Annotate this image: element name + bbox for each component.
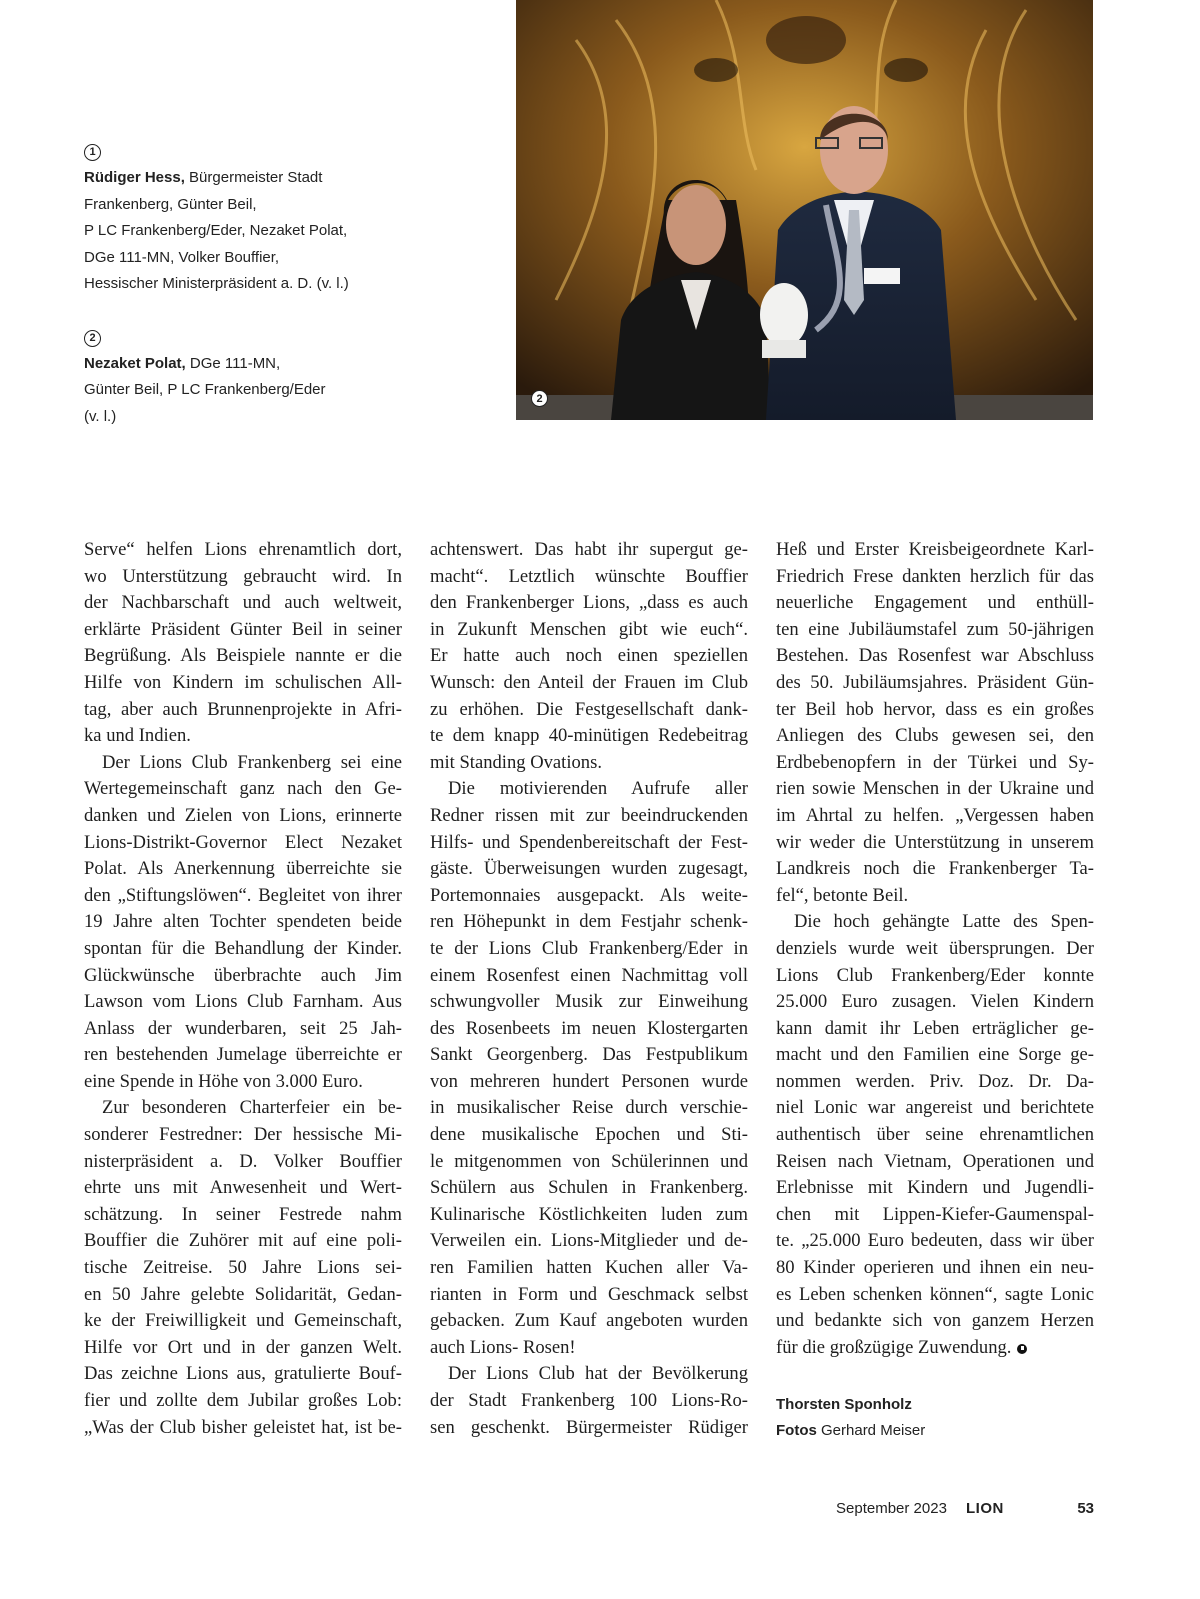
article-line-text: en 50 Jahre gelebte Solidarität, Gedan-: [84, 1283, 402, 1305]
article-line-text: 19 Jahre alten Tochter spendeten beide: [84, 911, 402, 933]
caption-text: Hessischer Ministerpräsident a. D. (v. l.): [84, 275, 349, 292]
article-line: [430, 643, 748, 670]
article-line: [430, 936, 748, 963]
article-line-text: Die hoch gehängte Latte des Spen-: [794, 911, 1094, 933]
article-line: [776, 1255, 1094, 1282]
article-line-text: Lawson vom Lions Club Farnham. Aus: [84, 991, 402, 1013]
article-line-text: einem Rosenfest einen Nachmittag voll: [430, 964, 748, 986]
article-line: [776, 1202, 1094, 1229]
article-line: [430, 1388, 748, 1415]
article-photo: [516, 0, 1093, 420]
article-line: [430, 750, 748, 777]
article-line-text: zu erhöhen. Die Festgesellschaft dank-: [430, 698, 748, 720]
caption-number-badge: 1: [84, 144, 101, 161]
article-line-text: sen geschenkt. Bürgermeister Rüdiger: [430, 1416, 748, 1438]
article-line-text: kann damit ihr Leben erträglicher ge-: [776, 1017, 1094, 1039]
article-line-text: te. „25.000 Euro bedeuten, dass wir über: [776, 1230, 1094, 1252]
article-line: [84, 1149, 402, 1176]
article-line-text: ehrte uns mit Anwesenheit und Wert-: [84, 1177, 402, 1199]
lion-end-mark-icon: [1017, 1344, 1027, 1354]
article-line: [776, 697, 1094, 724]
article-line-text: es Leben schenken können“, sagte Lonic: [776, 1283, 1094, 1305]
caption-line: [84, 192, 384, 219]
article-line: [430, 1122, 748, 1149]
article-line-text: schätzung. In seiner Festrede nahm: [84, 1203, 402, 1225]
article-line: [84, 856, 402, 883]
article-line: [776, 1042, 1094, 1069]
caption-text: P LC Frankenberg/Eder, Nezaket Polat,: [84, 222, 348, 239]
article-line: [84, 750, 402, 777]
article-line: [430, 1202, 748, 1229]
article-line-text: Wertegemeinschaft ganz nach den Ge-: [84, 778, 402, 800]
article-line: [776, 670, 1094, 697]
article-line: [776, 776, 1094, 803]
article-column-1: [84, 537, 402, 1441]
article-line: [430, 697, 748, 724]
caption-line: [84, 404, 384, 431]
photo-captions: [84, 138, 384, 456]
article-line: [84, 883, 402, 910]
article-line: [84, 1335, 402, 1362]
article-line-text: Lions Club Frankenberg/Eder konnte: [776, 964, 1094, 986]
caption-text: Frankenberg, Günter Beil,: [84, 195, 257, 213]
article-line-text: Lions-Distrikt-Governor Elect Nezaket: [84, 831, 402, 853]
article-column-3: [776, 537, 1094, 1361]
article-line-text: in musikalischer Reise durch verschie-: [430, 1097, 748, 1119]
article-line-text: Wunsch: den Anteil der Frauen im Club: [430, 671, 748, 693]
caption-line: [84, 377, 384, 404]
article-line: [84, 670, 402, 697]
article-line-text: Polat. Als Anerkennung überreichte sie: [84, 858, 402, 880]
article-line: [776, 936, 1094, 963]
article-line: [430, 830, 748, 857]
article-line-text: le mitgenommen von Schülerinnen und: [430, 1150, 748, 1172]
article-line-text: Das zeichne Lions aus, gratulierte Bouf-: [84, 1363, 402, 1385]
article-line-text: und bedankte sich von ganzem Herzen: [776, 1310, 1094, 1332]
article-line-text: macht und den Familien eine Sorge ge-: [776, 1044, 1094, 1066]
caption-number-badge: 2: [84, 330, 101, 347]
caption-2: [84, 324, 384, 431]
article-line-text: Zur besonderen Charterfeier ein be-: [102, 1097, 402, 1119]
article-line-text: denziels wurde weit übersprungen. Der: [776, 937, 1094, 959]
article-line-text: danken und Zielen von Lions, erinnerte: [84, 804, 402, 826]
article-line: [776, 883, 1094, 910]
article-line: [84, 1282, 402, 1309]
article-line-text: ren bestehenden Jumelage überreichte er: [84, 1044, 402, 1066]
article-line-text: Bouffier die Zuhörer mit auf eine poli-: [84, 1230, 402, 1252]
article-line-text: auch Lions- Rosen!: [430, 1336, 576, 1358]
article-line: [84, 963, 402, 990]
article-line-text: Landkreis noch die Frankenberger Ta-: [776, 858, 1094, 880]
article-line-text: fier und zollte dem Jubilar großes Lob:: [84, 1390, 402, 1411]
article-line: [84, 537, 402, 564]
article-line-text: Der Lions Club Frankenberg sei eine: [102, 751, 402, 773]
article-line-text: Er hatte auch noch einen speziellen: [430, 645, 748, 667]
article-line-text: ter Beil hob hervor, dass es ein großes: [776, 698, 1094, 720]
article-line: [430, 537, 748, 564]
article-line-text: Die motivierenden Aufrufe aller: [448, 778, 748, 800]
article-line-text: ka und Indien.: [84, 725, 191, 747]
article-line: [84, 1069, 402, 1096]
article-line-text: ke der Freiwilligkeit und Gemeinschaft,: [84, 1310, 402, 1332]
article-line: [430, 1069, 748, 1096]
article-line: [776, 1308, 1094, 1335]
article-line: [84, 776, 402, 803]
article-line: [776, 1149, 1094, 1176]
article-line-text: Reisen nach Vietnam, Operationen und: [776, 1150, 1094, 1172]
article-line: [84, 1202, 402, 1229]
article-line: [430, 1415, 748, 1442]
article-line-text: ten eine Jubiläumstafel zum 50-jährigen: [776, 618, 1094, 640]
article-line: [776, 723, 1094, 750]
caption-text: Bürgermeister Stadt: [184, 169, 323, 186]
article-line: [84, 936, 402, 963]
article-line: [84, 803, 402, 830]
article-line-text: te dem knapp 40-minütigen Redebeitrag: [430, 725, 748, 747]
article-line-text: rien sowie Menschen in der Ukraine und: [776, 778, 1094, 800]
article-line-text: niel Lonic war angereist und berichtete: [776, 1097, 1094, 1119]
photographer-name: Gerhard Meiser: [821, 1422, 926, 1439]
article-line: [84, 1361, 402, 1388]
article-line: [84, 1016, 402, 1043]
article-line-text: 80 Kinder operieren und ihnen ein neu-: [776, 1257, 1094, 1279]
article-line-text: Erdbebenopfern in der Türkei und Sy-: [776, 751, 1094, 773]
article-line: [430, 776, 748, 803]
article-line: [430, 1175, 748, 1202]
author-name: Thorsten Sponholz: [776, 1396, 912, 1413]
article-line-text: dene musikalische Epochen und Sti-: [430, 1124, 748, 1146]
article-line: [776, 1016, 1094, 1043]
article-line: [84, 697, 402, 724]
article-line: [84, 1095, 402, 1122]
article-line: [776, 564, 1094, 591]
article-line-text: Schülern aus Schulen in Frankenberg.: [430, 1177, 748, 1199]
article-line-text: rianten in Form und Geschmack selbst: [430, 1283, 748, 1305]
article-line: [84, 1175, 402, 1202]
article-line-text: nommen werden. Priv. Doz. Dr. Da-: [776, 1070, 1094, 1092]
article-line: [776, 1175, 1094, 1202]
article-line: [776, 750, 1094, 777]
magazine-name: LION: [966, 1500, 1004, 1517]
article-line-text: für die großzügige Zuwendung.: [776, 1336, 1012, 1358]
article-line: [430, 1095, 748, 1122]
article-line: [84, 1308, 402, 1335]
issue-date: September 2023: [836, 1500, 947, 1517]
article-line-text: chen mit Lippen-Kiefer-Gaumenspal-: [776, 1203, 1094, 1225]
article-line-text: im Ahrtal zu helfen. „Vergessen haben: [776, 804, 1094, 826]
article-line-text: von mehreren hundert Personen wurde: [430, 1070, 748, 1092]
article-line-text: eine Spende in Höhe von 3.000 Euro.: [84, 1070, 363, 1092]
article-line-text: ren Höhepunkt in dem Festjahr schenk-: [430, 911, 748, 933]
article-line: [430, 590, 748, 617]
article-line: [84, 1255, 402, 1282]
article-line-text: tag, aber auch Brunnenprojekte in Afri-: [84, 698, 402, 720]
article-line: [84, 1228, 402, 1255]
article-line: [776, 643, 1094, 670]
article-line-text: Hilfe vor Ort und in der ganzen Welt.: [84, 1336, 402, 1358]
article-line: [430, 723, 748, 750]
article-line-text: Verweilen ein. Lions-Mitglieder und de-: [430, 1230, 748, 1252]
article-line: [430, 1228, 748, 1255]
article-line: [776, 617, 1094, 644]
article-line: [430, 1335, 748, 1362]
article-line: [430, 1149, 748, 1176]
article-line: [430, 963, 748, 990]
article-line-text: den „Stiftungslöwen“. Begleitet von ihrer: [84, 884, 402, 906]
article-line: [84, 617, 402, 644]
article-line-text: wo Unterstützung gebraucht wird. In: [84, 565, 402, 587]
article-column-2: [430, 537, 748, 1441]
article-line: [84, 830, 402, 857]
photo-number-badge: 2: [531, 390, 548, 407]
byline: [776, 1392, 925, 1444]
article-line: [430, 856, 748, 883]
caption-text: DGe 111-MN,: [185, 354, 281, 372]
article-line: [776, 803, 1094, 830]
article-line-text: Begrüßung. Als Beispiele nannte er die: [84, 645, 402, 667]
article-line-text: fel“, betonte Beil.: [776, 884, 909, 906]
article-line-text: den Frankenberger Lions, „dass es auch: [430, 592, 748, 614]
caption-name: Nezaket Polat,: [84, 354, 186, 372]
article-line-text: macht“. Letztlich wünschte Bouffier: [430, 565, 748, 587]
caption-line: [84, 218, 384, 245]
page-number: 53: [1077, 1500, 1094, 1517]
article-line: [430, 909, 748, 936]
article-line-text: nisterpräsident a. D. Volker Bouffier: [84, 1150, 402, 1172]
article-line: [776, 590, 1094, 617]
caption-line: [84, 165, 384, 192]
article-line-text: authentisch über seine ehrenamtlichen: [776, 1124, 1094, 1146]
article-line: [776, 830, 1094, 857]
article-line-text: der Stadt Frankenberg 100 Lions-Ro-: [430, 1390, 748, 1411]
photo-illustration: [516, 0, 1093, 420]
article-line: [430, 1308, 748, 1335]
caption-text: (v. l.): [84, 407, 117, 425]
article-line: [430, 1016, 748, 1043]
article-line-text: mit Standing Ovations.: [430, 751, 602, 773]
article-line: [430, 989, 748, 1016]
caption-name: Rüdiger Hess,: [84, 169, 185, 186]
article-line-text: „Was der Club bisher geleistet hat, ist be-: [84, 1416, 402, 1438]
article-line-text: Kulinarische Köstlichkeiten luden zum: [430, 1203, 748, 1225]
article-line-text: neuerliche Engagement und enthüll-: [776, 592, 1094, 614]
article-line: [84, 1042, 402, 1069]
article-line: [84, 1122, 402, 1149]
article-line: [776, 1228, 1094, 1255]
photos-label: Fotos: [776, 1422, 817, 1439]
article-line-text: Glückwünsche überbrachte auch Jim: [84, 964, 402, 986]
article-line: [84, 1388, 402, 1415]
article-line: [776, 1335, 1094, 1362]
article-line-text: der Nachbarschaft und auch weltweit,: [84, 592, 402, 614]
article-line: [776, 963, 1094, 990]
article-line-text: spontan für die Behandlung der Kinder.: [84, 937, 402, 959]
article-line-text: Heß und Erster Kreisbeigeordnete Karl-: [776, 539, 1094, 560]
article-line: [776, 909, 1094, 936]
article-line: [430, 617, 748, 644]
article-line: [430, 1361, 748, 1388]
article-line-text: erklärte Präsident Günter Beil in seiner: [84, 618, 402, 640]
article-line-text: achtenswert. Das habt ihr supergut ge-: [430, 539, 748, 560]
article-line-text: Serve“ helfen Lions ehrenamtlich dort,: [84, 539, 402, 560]
article-line: [430, 803, 748, 830]
article-line-text: tische Zeitreise. 50 Jahre Lions sei-: [84, 1257, 402, 1279]
article-line-text: te der Lions Club Frankenberg/Eder in: [430, 937, 748, 959]
article-line-text: Redner rissen mit zur beeindruckenden: [430, 804, 748, 826]
article-line-text: ren Familien hatten Kuchen aller Va-: [430, 1257, 748, 1279]
article-line-text: des 50. Jubiläumsjahres. Präsident Gün-: [776, 671, 1094, 693]
article-line-text: Portemonnaies ausgepackt. Als weite-: [430, 884, 748, 906]
article-line-text: gebacken. Zum Kauf angeboten wurden: [430, 1310, 748, 1332]
article-line-text: wir weder die Unterstützung in unserem: [776, 831, 1094, 853]
article-line-text: Erlebnisse mit Kindern und Jugendli-: [776, 1177, 1094, 1199]
caption-text: Günter Beil, P LC Frankenberg/Eder: [84, 381, 326, 398]
article-line-text: 25.000 Euro zusagen. Vielen Kindern: [776, 991, 1094, 1013]
article-line-text: Hilfe von Kindern im schulischen All-: [84, 671, 402, 693]
article-line: [430, 1042, 748, 1069]
caption-1: [84, 138, 384, 298]
article-line: [84, 723, 402, 750]
article-line: [430, 1255, 748, 1282]
article-line: [84, 989, 402, 1016]
article-line: [84, 1415, 402, 1442]
article-line-text: Anliegen des Clubs gewesen sei, den: [776, 725, 1094, 747]
caption-line: [84, 351, 384, 378]
article-line: [776, 989, 1094, 1016]
page-footer: [836, 1500, 1094, 1520]
article-line-text: Anlass der wunderbaren, seit 25 Jah-: [84, 1017, 402, 1039]
article-line: [776, 1069, 1094, 1096]
article-line: [430, 564, 748, 591]
article-line: [776, 1095, 1094, 1122]
article-line-text: in Zukunft Menschen gibt wie euch“.: [430, 618, 748, 640]
article-line-text: Hilfs- und Spendenbereitschaft der Fest-: [430, 831, 748, 853]
article-line: [776, 537, 1094, 564]
article-line-text: Bestehen. Das Rosenfest war Abschluss: [776, 645, 1094, 667]
article-line-text: sonderer Festredner: Der hessische Mi-: [84, 1124, 402, 1146]
article-line: [776, 1282, 1094, 1309]
article-line: [430, 670, 748, 697]
article-line: [84, 909, 402, 936]
article-line-text: schwungvoller Musik zur Einweihung: [430, 991, 748, 1013]
article-line: [430, 1282, 748, 1309]
caption-line: [84, 271, 384, 298]
article-line: [776, 856, 1094, 883]
article-line: [84, 590, 402, 617]
article-line-text: Sankt Georgenberg. Das Festpublikum: [430, 1044, 748, 1066]
article-line: [430, 883, 748, 910]
article-line: [84, 564, 402, 591]
caption-text: DGe 111-MN, Volker Bouffier,: [84, 248, 280, 266]
article-line-text: Der Lions Club hat der Bevölkerung: [448, 1363, 748, 1385]
caption-line: [84, 245, 384, 272]
article-line: [84, 643, 402, 670]
article-line-text: Friedrich Frese dankten herzlich für das: [776, 565, 1094, 587]
article-line-text: des Rosenbeets im neuen Klostergarten: [430, 1017, 748, 1039]
article-line-text: gäste. Überweisungen wurden zugesagt,: [430, 858, 748, 880]
article-line: [776, 1122, 1094, 1149]
